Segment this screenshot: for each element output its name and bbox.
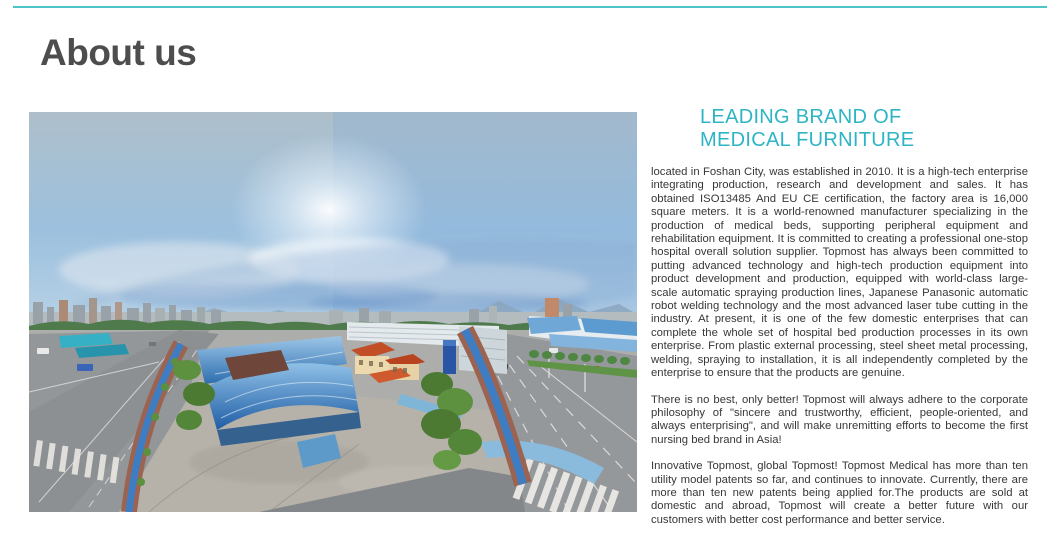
- about-content: [651, 106, 1028, 534]
- about-paragraph-2: There is no best, only better! Topmost will always adhere to the corporate philosophy of "sincere and trustworthy, efficient, people-oriented, and always enterprising", and will make unremitting efforts to become the first nursing bed brand in Asia!: [651, 393, 1028, 446]
- sky: [29, 112, 637, 326]
- about-paragraph-1: located in Foshan City, was established in 2010. It is a high-tech enterprise integrating production, research and development and sales. It has obtained ISO13485 And EU CE certification, the factory area is 16,000 square meters. It is a world-renowned manufacturer specializing in the production of medical beds, supporting peripheral equipment and rehabilitation equipment. It is committed to creating a professional one-stop hospital overall solution supplier. Topmost has always been committed to putting advanced technology and high-tech production equipment into product development and production, equipped with world-class large-scale automatic spraying production lines, Japanese Panasonic automatic robot welding technology and the most advanced laser tube cutting in the industry. At present, it is one of the few domestic enterprises that can complete the whole set of hospital bed production processes in its own enterprise. From plastic external processing, steel sheet metal processing, welding, spraying to installation, it is all independently completed by the enterprise to ensure that the products are genuine.: [651, 166, 1028, 380]
- about-paragraph-3: Innovative Topmost, global Topmost! Topmost Medical has more than ten utility model patents so far, and continues to innovate. Currently, there are more than ten new patents being applied for.The products are sold at domestic and abroad, Topmost will create a better future with our customers with better cost performance and better service.: [651, 460, 1028, 526]
- section-heading-line-1: LEADING BRAND OF: [700, 106, 902, 128]
- page-title: About us: [40, 32, 197, 73]
- factory-aerial-photo-art: [29, 112, 637, 512]
- top-accent-line: [13, 6, 1047, 8]
- section-heading-line-2: MEDICAL FURNITURE: [700, 129, 915, 151]
- factory-aerial-photo: [29, 112, 637, 512]
- section-heading: [700, 106, 1028, 152]
